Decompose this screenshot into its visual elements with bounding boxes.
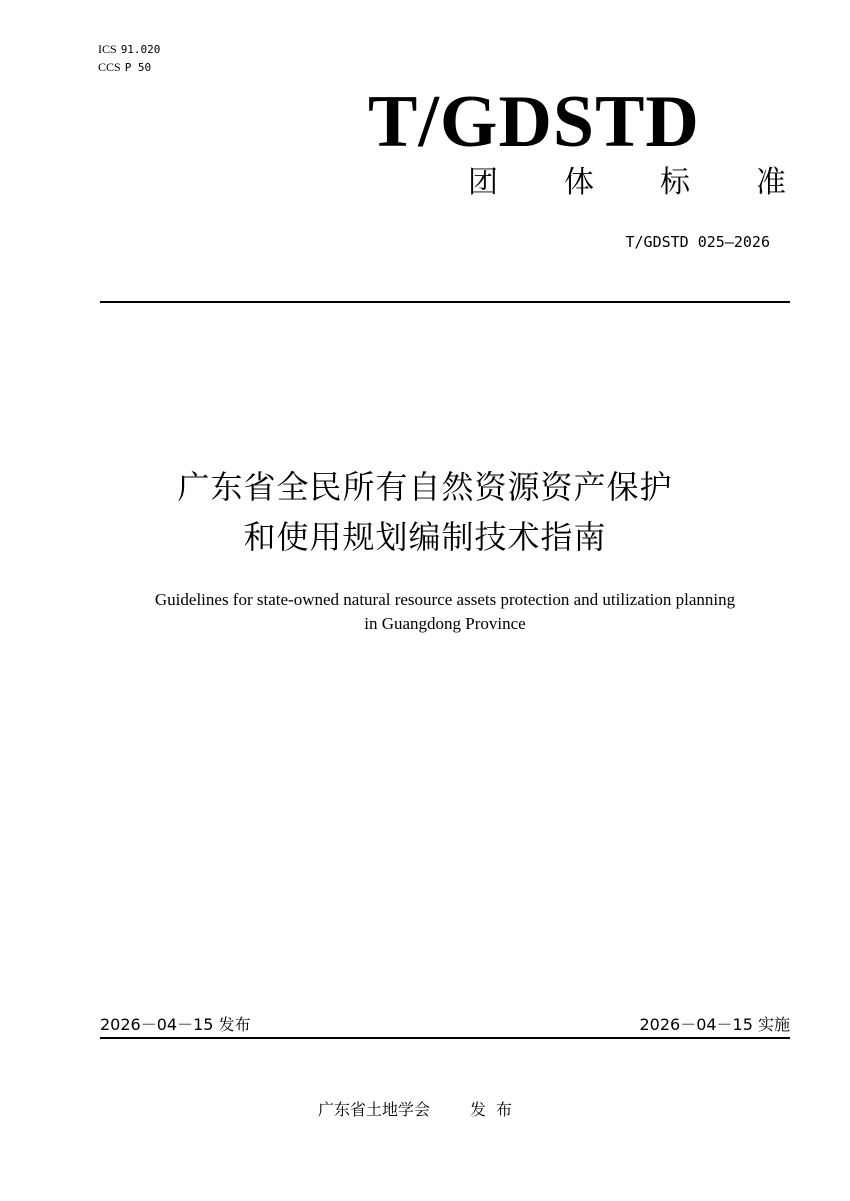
english-title-line-2: in Guangdong Province: [364, 614, 526, 633]
ccs-line: [98, 60, 151, 75]
chinese-title: [0, 462, 850, 562]
chinese-title-line-2: 和使用规划编制技术指南: [243, 518, 607, 556]
standard-number: T/GDSTD 025—2026: [625, 233, 770, 251]
standard-type-char: 标: [660, 165, 690, 200]
bottom-divider: [100, 1037, 790, 1039]
ics-value: 91.020: [120, 43, 161, 56]
ccs-value: P 50: [124, 61, 152, 74]
standard-type-char: 准: [756, 165, 786, 200]
standard-type-char: 团: [468, 165, 498, 200]
publisher-verb: 发布: [470, 1100, 523, 1119]
standard-type: [468, 165, 786, 201]
standard-type-char: 体: [564, 165, 594, 200]
ics-label: ICS: [98, 42, 117, 56]
english-title-line-1: Guidelines for state-owned natural resource assets protection and utilization planning: [154, 590, 736, 609]
publisher-name: 广东省土地学会: [318, 1100, 431, 1119]
chinese-title-line-1: 广东省全民所有自然资源资产保护: [177, 468, 673, 506]
ccs-label: CCS: [98, 60, 121, 74]
english-title: [0, 588, 850, 636]
publisher: [318, 1100, 522, 1120]
ics-line: [98, 42, 160, 57]
implementation-date: 2026－04－15 实施: [639, 1015, 790, 1034]
release-date: 2026－04－15 发布: [100, 1015, 251, 1034]
top-divider: [100, 301, 790, 303]
standard-logo: T/GDSTD: [368, 81, 700, 163]
